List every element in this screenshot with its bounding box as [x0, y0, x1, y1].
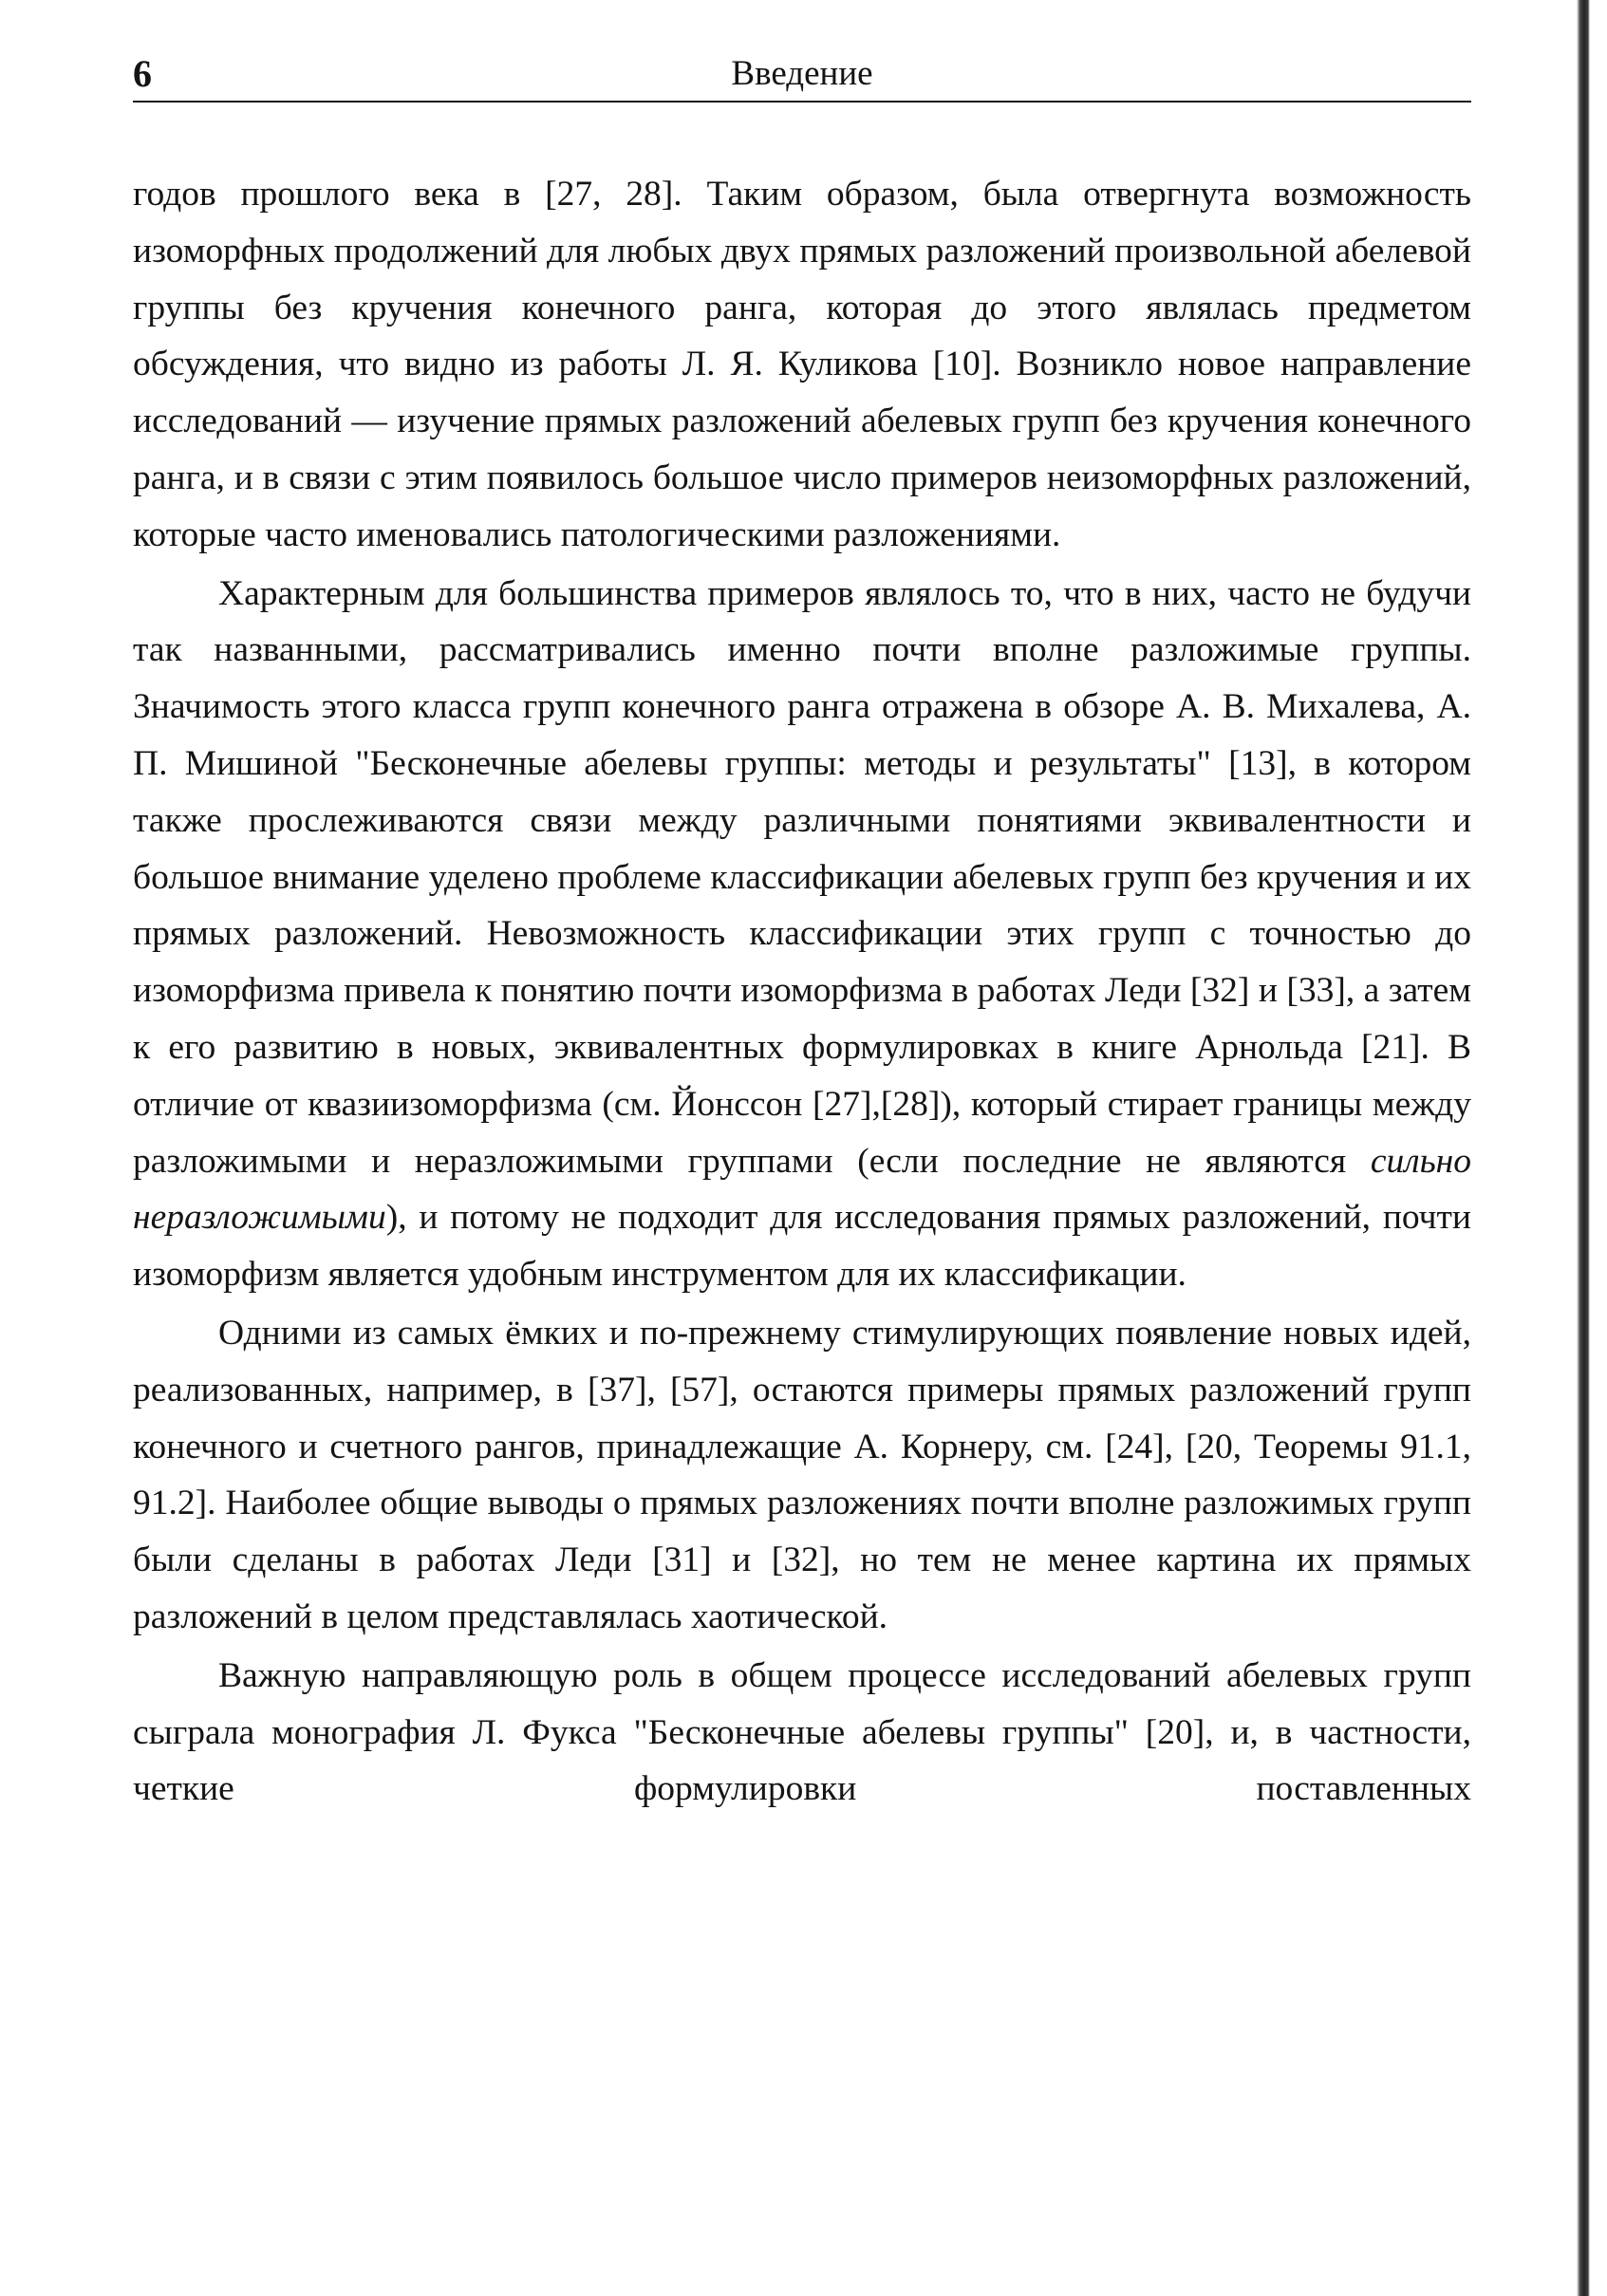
paragraph-1: годов прошлого века в [27, 28]. Таким образом, была отвергнута возможность изоморфных продолжений для любых двух прямых разложений произвольной абелевой группы без кручения конечного ранга, которая до этого являлась предметом обсуждения, что видно из работы Л. Я. Куликова [10]. Возникло новое направление исследований — изучение прямых разложений абелевых групп без кручения конечного ранга, и в связи с этим появилось большое число примеров неизоморфных разложений, которые часто именовались патологическими разложениями. [133, 175, 1471, 554]
paragraph-4: Важную направляющую роль в общем процессе исследований абелевых групп сыграла монография Л. Фукса "Бесконечные абелевы группы" [20], и, в частности, четкие формулировки поставленных [133, 1655, 1471, 1809]
body-text [133, 166, 1471, 1818]
paragraph-2-text-a: Характерным для большинства примеров являлось то, что в них, часто не будучи так названными, рассматривались именно почти вполне разложимые группы. Значимость этого класса групп конечного ранга отражена в обзоре А. В. Михалева, А. П. Мишиной "Бесконечные абелевы группы: методы и результаты" [13], в котором также прослеживаются связи между различными понятиями эквивалентности и большое внимание уделено проблеме классификации абелевых групп без кручения и их прямых разложений. Невозможность классификации этих групп с точностью до изоморфизма привела к понятию почти изоморфизма в работах Леди [32] и [33], а затем к его развитию в новых, эквивалентных формулировках в книге Арнольда [21]. В отличие от квазиизоморфизма (см. Йонссон [27],[28]), который стирает границы между разложимыми и неразложимыми группами (если последние не являются [133, 573, 1471, 1181]
paragraph-3: Одними из самых ёмких и по-прежнему стимулирующих появление новых идей, реализованных, например, в [37], [57], остаются примеры прямых разложений групп конечного и счетного рангов, принадлежащие А. Корнеру, см. [24], [20, Теоремы 91.1, 91.2]. Наиболее общие выводы о прямых разложениях почти вполне разложимых групп были сделаны в работах Леди [31] и [32], но тем не менее картина их прямых разложений в целом представлялась хаотической. [133, 1313, 1471, 1636]
paragraph-2-text-b: ), и потому не подходит для исследования прямых разложений, почти изоморфизм является удобным инструментом для их классификации. [133, 1198, 1471, 1295]
scanned-page-edge [1577, 0, 1590, 2296]
running-title: Введение [731, 54, 873, 93]
page-number: 6 [133, 52, 152, 95]
page-header [133, 46, 1471, 103]
paragraph-2-italic-term: сильно неразложимыми [133, 1141, 1471, 1238]
paragraph-2 [133, 566, 1471, 1303]
